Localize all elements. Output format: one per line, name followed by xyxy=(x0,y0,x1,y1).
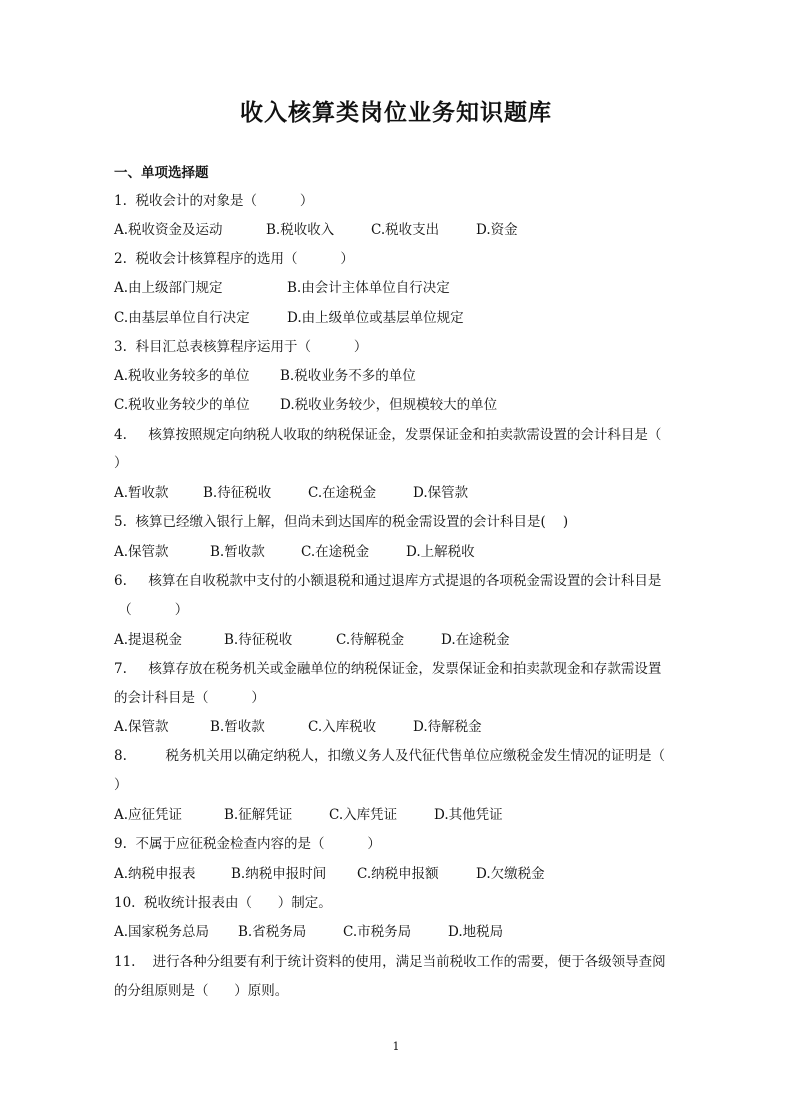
page-title: 收入核算类岗位业务知识题库 xyxy=(240,99,552,126)
q2-option-d: D.由上级单位或基层单位规定 xyxy=(287,310,464,326)
q4-option-d: D.保管款 xyxy=(413,485,469,501)
q5-option-d: D.上解税收 xyxy=(406,544,475,560)
q4-option-c: C.在途税金 xyxy=(308,485,377,501)
question-7-cont: 的会计科目是（ ） xyxy=(114,690,265,706)
question-3: 3. 科目汇总表核算程序运用于（ ） xyxy=(114,339,368,355)
question-4: 4. 核算按照规定向纳税人收取的纳税保证金，发票保证金和拍卖款需设置的会计科目是（ xyxy=(114,427,662,443)
q10-option-b: B.省税务局 xyxy=(238,924,307,940)
question-9: 9. 不属于应征税金检查内容的是（ ） xyxy=(114,836,381,852)
q1-option-c: C.税收支出 xyxy=(371,222,440,238)
q8-option-c: C.入库凭证 xyxy=(329,807,398,823)
q8-option-b: B.征解凭证 xyxy=(224,807,293,823)
question-5: 5. 核算已经缴入银行上解，但尚未到达国库的税金需设置的会计科目是( ) xyxy=(114,514,569,530)
q3-option-a: A.税收业务较多的单位 xyxy=(114,368,250,384)
q10-option-d: D.地税局 xyxy=(448,924,504,940)
q4-option-b: B.待征税收 xyxy=(203,485,272,501)
question-7: 7. 核算存放在税务机关或金融单位的纳税保证金，发票保证金和拍卖款现金和存款需设置 xyxy=(114,661,662,677)
question-1: 1. 税收会计的对象是（ ） xyxy=(114,193,314,209)
question-10: 10. 税收统计报表由（ ）制定。 xyxy=(114,895,332,911)
q2-option-a: A.由上级部门规定 xyxy=(114,280,223,296)
q9-option-d: D.欠缴税金 xyxy=(476,866,545,882)
q8-option-d: D.其他凭证 xyxy=(434,807,503,823)
q9-option-b: B.纳税申报时间 xyxy=(231,866,327,882)
q3-option-d: D.税收业务较少，但规模较大的单位 xyxy=(280,397,498,413)
q6-option-d: D.在途税金 xyxy=(441,632,510,648)
question-6: 6. 核算在自收税款中支付的小额退税和通过退库方式提退的各项税金需设置的会计科目是 xyxy=(114,573,662,589)
question-4-cont: ） xyxy=(114,455,128,471)
q2-option-b: B.由会计主体单位自行决定 xyxy=(287,280,450,296)
q6-option-a: A.提退税金 xyxy=(114,632,183,648)
section-heading: 一、单项选择题 xyxy=(114,165,209,181)
q4-option-a: A.暂收款 xyxy=(114,485,169,501)
question-2: 2. 税收会计核算程序的选用（ ） xyxy=(114,251,354,267)
page-number: 1 xyxy=(392,1040,400,1053)
question-8: 8. 税务机关用以确定纳税人，扣缴义务人及代征代售单位应缴税金发生情况的证明是（ xyxy=(114,748,666,764)
q3-option-c: C.税收业务较少的单位 xyxy=(114,397,250,413)
q1-option-d: D.资金 xyxy=(476,222,518,238)
q5-option-a: A.保管款 xyxy=(114,544,169,560)
question-11-cont: 的分组原则是（ ）原则。 xyxy=(114,983,289,999)
q10-option-a: A.国家税务总局 xyxy=(114,924,210,940)
q8-option-a: A.应征凭证 xyxy=(114,807,183,823)
q5-option-c: C.在途税金 xyxy=(301,544,370,560)
question-11: 11. 进行各种分组要有利于统计资料的使用，满足当前税收工作的需要，便于各级领导查阅 xyxy=(114,954,666,970)
q2-option-c: C.由基层单位自行决定 xyxy=(114,310,250,326)
q3-option-b: B.税收业务不多的单位 xyxy=(280,368,416,384)
q6-option-c: C.待解税金 xyxy=(336,632,405,648)
q7-option-a: A.保管款 xyxy=(114,719,169,735)
question-6-cont: （ ） xyxy=(114,602,189,618)
q9-option-c: C.纳税申报额 xyxy=(357,866,439,882)
q9-option-a: A.纳税申报表 xyxy=(114,866,196,882)
q7-option-d: D.待解税金 xyxy=(413,719,482,735)
q1-option-a: A.税收资金及运动 xyxy=(114,222,223,238)
q5-option-b: B.暂收款 xyxy=(210,544,265,560)
q1-option-b: B.税收收入 xyxy=(266,222,335,238)
q7-option-c: C.入库税收 xyxy=(308,719,377,735)
question-8-cont: ） xyxy=(114,777,128,793)
q7-option-b: B.暂收款 xyxy=(210,719,265,735)
q10-option-c: C.市税务局 xyxy=(343,924,412,940)
q6-option-b: B.待征税收 xyxy=(224,632,293,648)
